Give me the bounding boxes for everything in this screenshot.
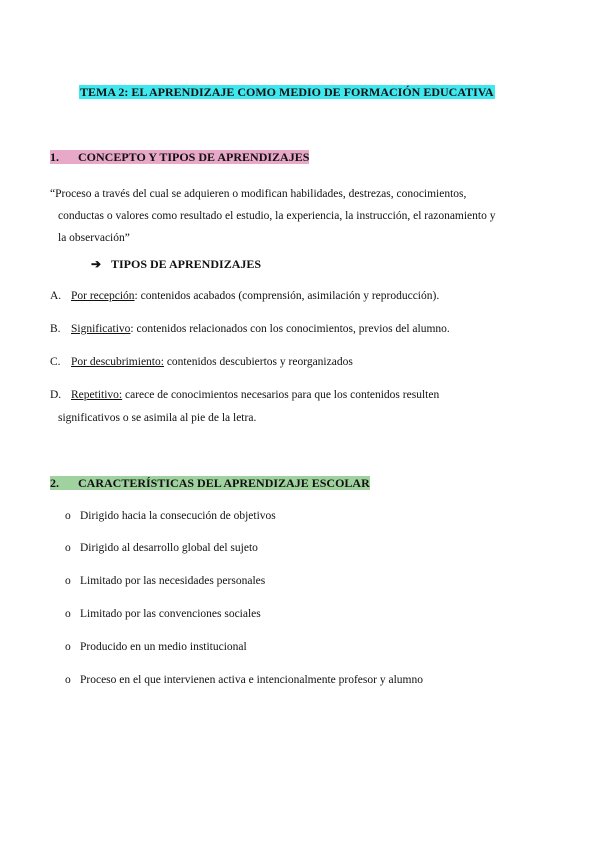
type-term: Significativo [71,323,131,335]
type-colon: : [130,323,134,335]
quote-line-3: la observación” [58,232,130,244]
type-term: Por descubrimiento: [71,356,164,368]
list-item [65,575,265,587]
list-item-text: Limitado por las necesidades personales [80,575,266,587]
section-2-number: 2. [50,476,59,490]
types-subheading-text: TIPOS DE APRENDIZAJES [111,257,262,271]
type-letter: D. [50,389,62,401]
section-1-number: 1. [50,150,59,164]
right-arrow-icon: ➔ [91,257,102,271]
type-description: contenidos acabados (comprensión, asimilación y reproducción). [137,290,440,302]
quote-line-1: “Proceso a través del cual se adquieren o modifican habilidades, destrezas, conocimientos, [50,188,467,200]
circle-bullet-icon: o [65,674,71,686]
list-item [65,542,258,554]
list-item [65,641,247,653]
circle-bullet-icon: o [65,575,71,587]
list-item-text: Limitado por las convenciones sociales [80,608,261,620]
list-item-text: Dirigido al desarrollo global del sujeto [80,542,258,554]
quote-line-2: conductas o valores como resultado el estudio, la experiencia, la instrucción, el razonamiento y [58,210,496,222]
type-item-d-continuation: significativos o se asimila al pie de la letra. [58,412,257,424]
circle-bullet-icon: o [65,510,71,522]
list-item-text: Proceso en el que intervienen activa e intencionalmente profesor y alumno [80,674,423,686]
section-2-title: CARACTERÍSTICAS DEL APRENDIZAJE ESCOLAR [78,476,370,490]
list-item-text: Dirigido hacia la consecución de objetivos [80,510,276,522]
type-letter: A. [50,290,62,302]
type-item-d [50,389,439,401]
section-1-heading [50,150,309,165]
section-1-highlight [50,150,309,164]
list-item [65,608,261,620]
type-colon: : [134,290,138,302]
list-item [65,510,276,522]
type-item-a [50,290,439,302]
type-term: Repetitivo: [71,389,123,401]
type-term: Por recepción [71,290,135,302]
circle-bullet-icon: o [65,608,71,620]
document-title: TEMA 2: EL APRENDIZAJE COMO MEDIO DE FORMACIÓN EDUCATIVA [80,85,494,99]
section-2-highlight [50,476,370,490]
definition-quote [50,183,540,249]
section-2-heading [50,476,370,491]
circle-bullet-icon: o [65,641,71,653]
section-1-title: CONCEPTO Y TIPOS DE APRENDIZAJES [78,150,310,164]
type-item-c [50,356,353,368]
list-item-text: Producido en un medio institucional [80,641,247,653]
type-description: carece de conocimientos necesarios para que los contenidos resulten [122,389,440,401]
type-item-b [50,323,450,335]
types-subheading [91,257,261,272]
type-description: contenidos descubiertos y reorganizados [163,356,353,368]
list-item [65,674,423,686]
circle-bullet-icon: o [65,542,71,554]
type-description: contenidos relacionados con los conocimientos, previos del alumno. [133,323,450,335]
type-letter: C. [50,356,61,368]
type-letter: B. [50,323,61,335]
